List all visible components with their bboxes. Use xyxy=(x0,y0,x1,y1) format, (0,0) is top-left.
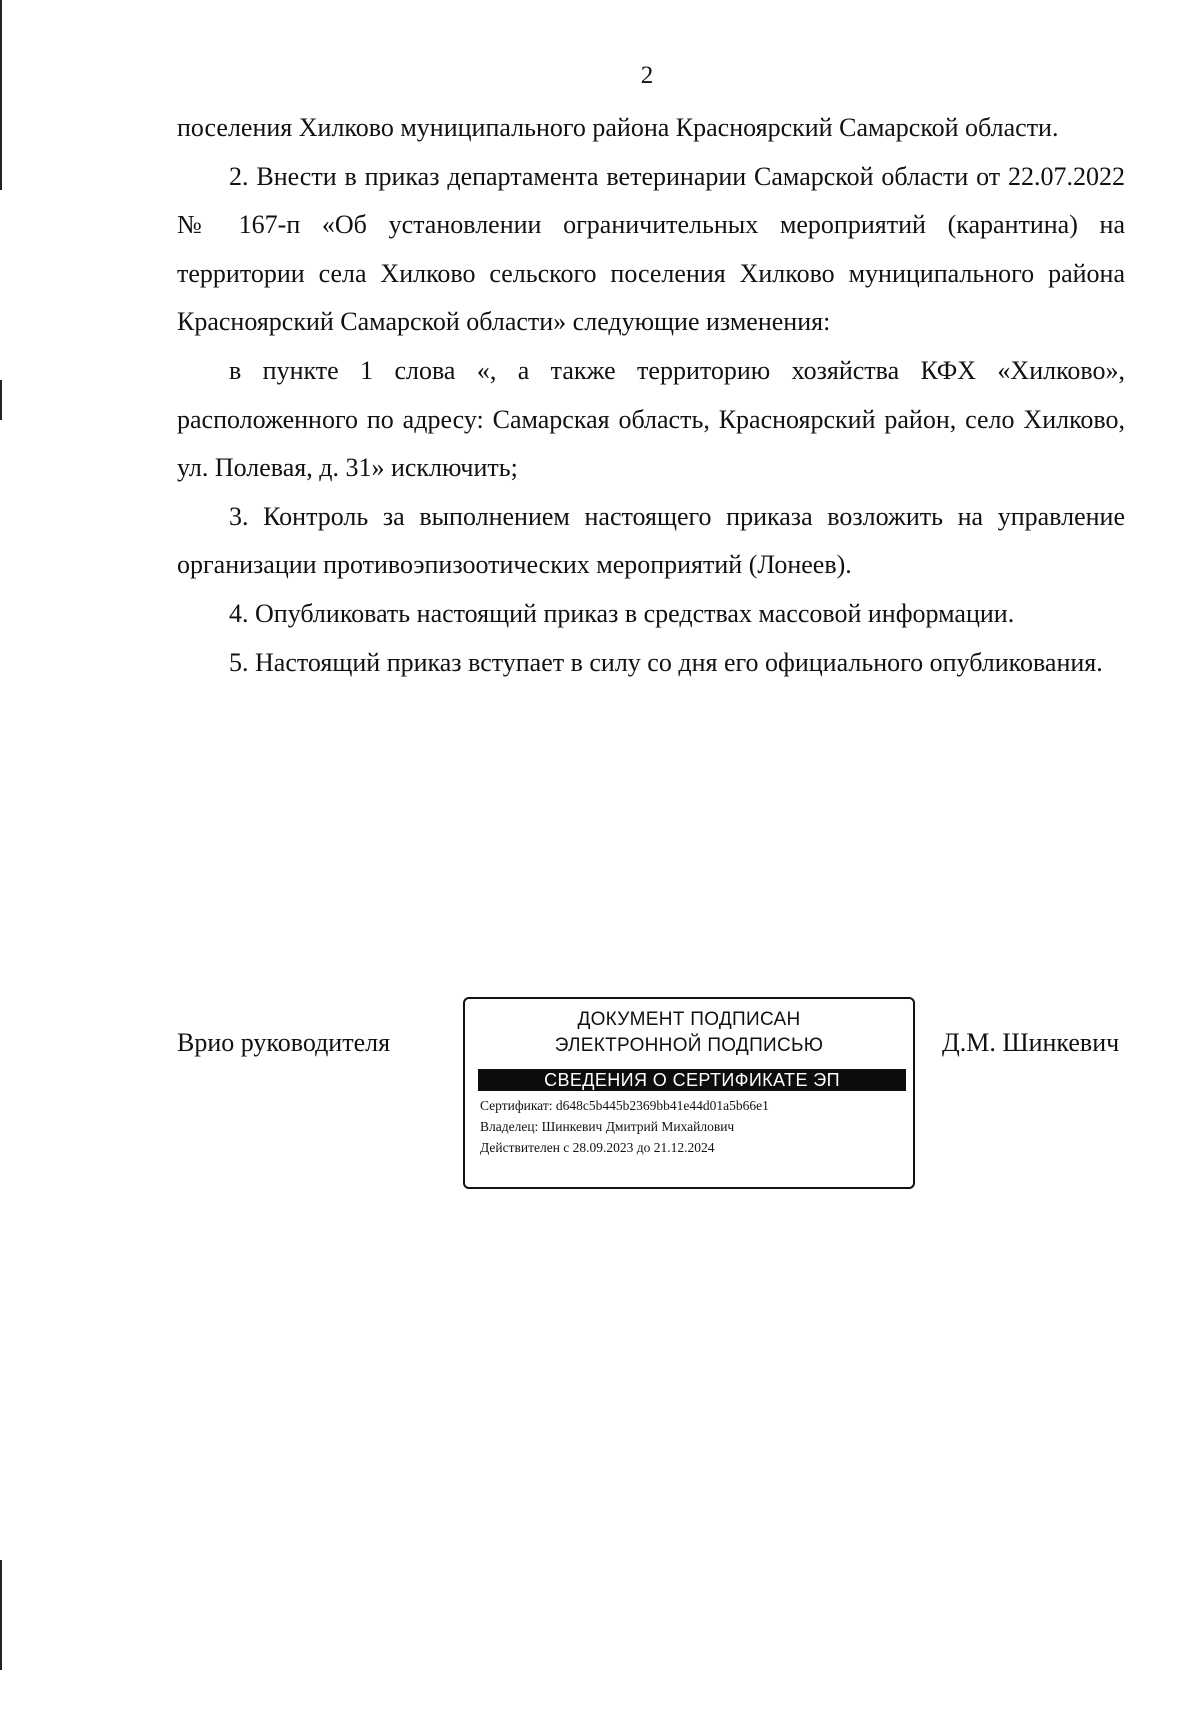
stamp-heading-line2: ЭЛЕКТРОННОЙ ПОДПИСЬЮ xyxy=(554,1035,824,1056)
stamp-certificate-header: СВЕДЕНИЯ О СЕРТИФИКАТЕ ЭП xyxy=(478,1069,906,1091)
stamp-validity: Действителен с 28.09.2023 до 21.12.2024 xyxy=(480,1140,715,1155)
stamp-certificate-id: Сертификат: d648c5b445b2369bb41e44d01a5b66e1 xyxy=(480,1098,769,1113)
scan-edge-mark-top xyxy=(0,0,2,190)
paragraph-item-5: 5. Настоящий приказ вступает в силу со дня его официального опубликования. xyxy=(229,647,1103,677)
scan-edge-mark-bottom xyxy=(0,1560,2,1670)
page-number: 2 xyxy=(640,62,654,89)
document-body xyxy=(177,104,1125,687)
paragraph-item-3: 3. Контроль за выполнением настоящего приказа возложить на управление организации противоэпизоотических мероприятий (Лонеев). xyxy=(177,501,1125,580)
scan-edge-mark-middle xyxy=(0,380,2,420)
stamp-certificate-details xyxy=(480,1095,769,1158)
paragraph-item-4: 4. Опубликовать настоящий приказ в средствах массовой информации. xyxy=(229,598,1015,628)
stamp-owner: Владелец: Шинкевич Дмитрий Михайлович xyxy=(480,1119,735,1134)
signer-name: Д.М. Шинкевич xyxy=(942,1028,1120,1057)
signer-title: Врио руководителя xyxy=(177,1028,391,1057)
paragraph-amendment: в пункте 1 слова «, а также территорию хозяйства КФХ «Хилково», расположенного по адресу: Самарская область, Красноярский район, село Хилково, ул. Полевая, д. 31» исключить; xyxy=(177,355,1125,483)
electronic-signature-stamp xyxy=(463,997,915,1189)
paragraph-item-2: 2. Внести в приказ департамента ветеринарии Самарской области от 22.07.2022 № 167-п «Об установлении ограничительных мероприятий (карантина) на территории села Хилково сельского поселения Хилково муниципального района Красноярский Самарской области» следующие изменения: xyxy=(177,161,1125,337)
paragraph-continuation: поселения Хилково муниципального района Красноярский Самарской области. xyxy=(177,113,1059,142)
stamp-heading-line1: ДОКУМЕНТ ПОДПИСАН xyxy=(577,1009,801,1030)
